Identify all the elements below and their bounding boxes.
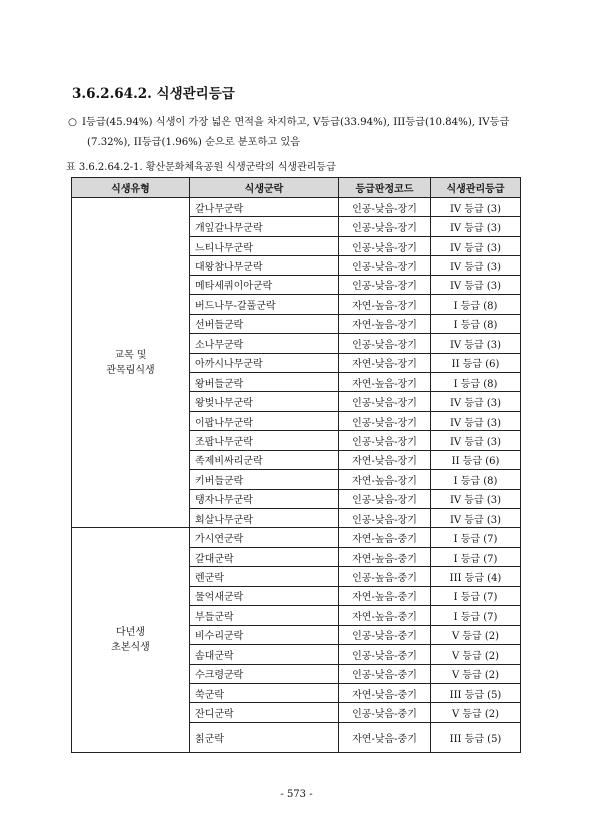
grade-code-cell: 인공-낮음-장기	[339, 236, 431, 255]
bullet-icon: ○	[68, 117, 77, 128]
vegetation-grade-table	[71, 177, 521, 753]
header-grade-code: 등급판정코드	[339, 178, 431, 198]
management-grade-cell: V 등급 (2)	[431, 664, 521, 683]
grade-code-cell: 인공-낮음-중기	[339, 645, 431, 664]
management-grade-cell: IV 등급 (3)	[431, 275, 521, 294]
management-grade-cell: V 등급 (2)	[431, 645, 521, 664]
community-name-cell: 갈나무군락	[190, 198, 339, 217]
grade-code-cell: 자연-높음-장기	[339, 295, 431, 314]
section-heading: 3.6.2.64.2. 식생관리등급	[72, 86, 235, 102]
grade-code-cell: 인공-낮음-장기	[339, 198, 431, 217]
management-grade-cell: I 등급 (7)	[431, 586, 521, 605]
management-grade-cell: II 등급 (6)	[431, 450, 521, 469]
community-name-cell: 부들군락	[190, 606, 339, 625]
community-name-cell: 갈대군락	[190, 547, 339, 566]
grade-code-cell: 인공-낮음-중기	[339, 664, 431, 683]
grade-code-cell: 인공-높음-중기	[339, 567, 431, 586]
header-vegetation-type: 식생유형	[72, 178, 190, 198]
community-name-cell: 느티나무군락	[190, 236, 339, 255]
management-grade-cell: III 등급 (5)	[431, 683, 521, 702]
grade-code-cell: 자연-낮음-중기	[339, 722, 431, 752]
management-grade-cell: I 등급 (8)	[431, 295, 521, 314]
management-grade-cell: IV 등급 (3)	[431, 236, 521, 255]
community-name-cell: 왕버들군락	[190, 372, 339, 391]
management-grade-cell: IV 등급 (3)	[431, 198, 521, 217]
management-grade-cell: I 등급 (8)	[431, 372, 521, 391]
management-grade-cell: I 등급 (7)	[431, 528, 521, 547]
grade-code-cell: 자연-높음-중기	[339, 528, 431, 547]
vegetation-type-cell	[72, 198, 190, 528]
management-grade-cell: IV 등급 (3)	[431, 256, 521, 275]
community-name-cell: 이팝나무군락	[190, 411, 339, 430]
grade-code-cell: 자연-높음-중기	[339, 547, 431, 566]
community-name-cell: 개잎갈나무군락	[190, 217, 339, 236]
vegetation-type-cell	[72, 528, 190, 752]
grade-code-cell: 인공-낮음-장기	[339, 256, 431, 275]
management-grade-cell: III 등급 (4)	[431, 567, 521, 586]
community-name-cell: 렌군락	[190, 567, 339, 586]
community-name-cell: 가시연군락	[190, 528, 339, 547]
community-name-cell: 대왕참나무군락	[190, 256, 339, 275]
paragraph-line-1	[68, 113, 530, 133]
community-name-cell: 잔디군락	[190, 703, 339, 722]
community-name-cell: 솜대군락	[190, 645, 339, 664]
table-header-row	[72, 178, 521, 198]
vegetation-type-line-1: 교목 및	[114, 349, 147, 361]
grade-code-cell: 인공-낮음-장기	[339, 334, 431, 353]
management-grade-cell: IV 등급 (3)	[431, 431, 521, 450]
community-name-cell: 버드나무-갈풀군락	[190, 295, 339, 314]
management-grade-cell: I 등급 (8)	[431, 470, 521, 489]
grade-code-cell: 자연-높음-중기	[339, 586, 431, 605]
grade-code-cell: 인공-낮음-장기	[339, 431, 431, 450]
community-name-cell: 쑥군락	[190, 683, 339, 702]
grade-code-cell: 인공-낮음-중기	[339, 625, 431, 644]
management-grade-cell: III 등급 (5)	[431, 722, 521, 752]
table-body	[72, 198, 521, 753]
vegetation-type-line-2: 관목림식생	[106, 364, 155, 376]
grade-code-cell: 인공-낮음-장기	[339, 411, 431, 430]
management-grade-cell: I 등급 (8)	[431, 314, 521, 333]
community-name-cell: 족제비싸리군락	[190, 450, 339, 469]
community-name-cell: 소나무군락	[190, 334, 339, 353]
grade-code-cell: 자연-높음-장기	[339, 372, 431, 391]
grade-code-cell: 자연-낮음-장기	[339, 353, 431, 372]
community-name-cell: 아까시나무군락	[190, 353, 339, 372]
page-number: - 573 -	[280, 789, 313, 800]
grade-code-cell: 인공-낮음-장기	[339, 217, 431, 236]
grade-code-cell: 자연-높음-장기	[339, 470, 431, 489]
grade-code-cell: 인공-낮음-장기	[339, 392, 431, 411]
grade-code-cell: 인공-낮음-장기	[339, 489, 431, 508]
grade-code-cell: 인공-낮음-장기	[339, 509, 431, 528]
table-row	[72, 528, 521, 547]
management-grade-cell: IV 등급 (3)	[431, 217, 521, 236]
management-grade-cell: IV 등급 (3)	[431, 334, 521, 353]
community-name-cell: 물억새군락	[190, 586, 339, 605]
management-grade-cell: II 등급 (6)	[431, 353, 521, 372]
management-grade-cell: I 등급 (7)	[431, 606, 521, 625]
community-name-cell: 키버들군락	[190, 470, 339, 489]
grade-code-cell: 자연-높음-장기	[339, 314, 431, 333]
grade-code-cell: 자연-낮음-장기	[339, 450, 431, 469]
grade-code-cell: 인공-낮음-장기	[339, 275, 431, 294]
community-name-cell: 수크령군락	[190, 664, 339, 683]
grade-code-cell: 자연-낮음-중기	[339, 683, 431, 702]
summary-paragraph	[68, 113, 530, 153]
management-grade-cell: IV 등급 (3)	[431, 392, 521, 411]
management-grade-cell: V 등급 (2)	[431, 703, 521, 722]
vegetation-type-line-2: 초본식생	[111, 642, 150, 654]
header-management-grade: 식생관리등급	[431, 178, 521, 198]
header-community: 식생군락	[190, 178, 339, 198]
vegetation-type-line-1: 다년생	[116, 627, 145, 639]
paragraph-text-1: I등급(45.94%) 식생이 가장 넓은 면적을 차지하고, V등급(33.94%), III등급(10.84%), IV등급	[82, 117, 510, 128]
table-caption: 표 3.6.2.64.2-1. 황산문화체육공원 식생군락의 식생관리등급	[66, 162, 336, 173]
community-name-cell: 회살나무군락	[190, 509, 339, 528]
community-name-cell: 비수리군락	[190, 625, 339, 644]
community-name-cell: 메타세쿼이아군락	[190, 275, 339, 294]
management-grade-cell: V 등급 (2)	[431, 625, 521, 644]
community-name-cell: 탱자나무군락	[190, 489, 339, 508]
community-name-cell: 칡군락	[190, 722, 339, 752]
paragraph-line-2: (7.32%), II등급(1.96%) 순으로 분포하고 있음	[87, 137, 301, 148]
management-grade-cell: IV 등급 (3)	[431, 411, 521, 430]
grade-code-cell: 인공-낮음-중기	[339, 703, 431, 722]
community-name-cell: 왕벚나무군락	[190, 392, 339, 411]
management-grade-cell: I 등급 (7)	[431, 547, 521, 566]
management-grade-cell: IV 등급 (3)	[431, 489, 521, 508]
community-name-cell: 선버들군락	[190, 314, 339, 333]
table-row	[72, 198, 521, 217]
community-name-cell: 조팝나무군락	[190, 431, 339, 450]
management-grade-cell: IV 등급 (3)	[431, 509, 521, 528]
grade-code-cell: 자연-높음-중기	[339, 606, 431, 625]
